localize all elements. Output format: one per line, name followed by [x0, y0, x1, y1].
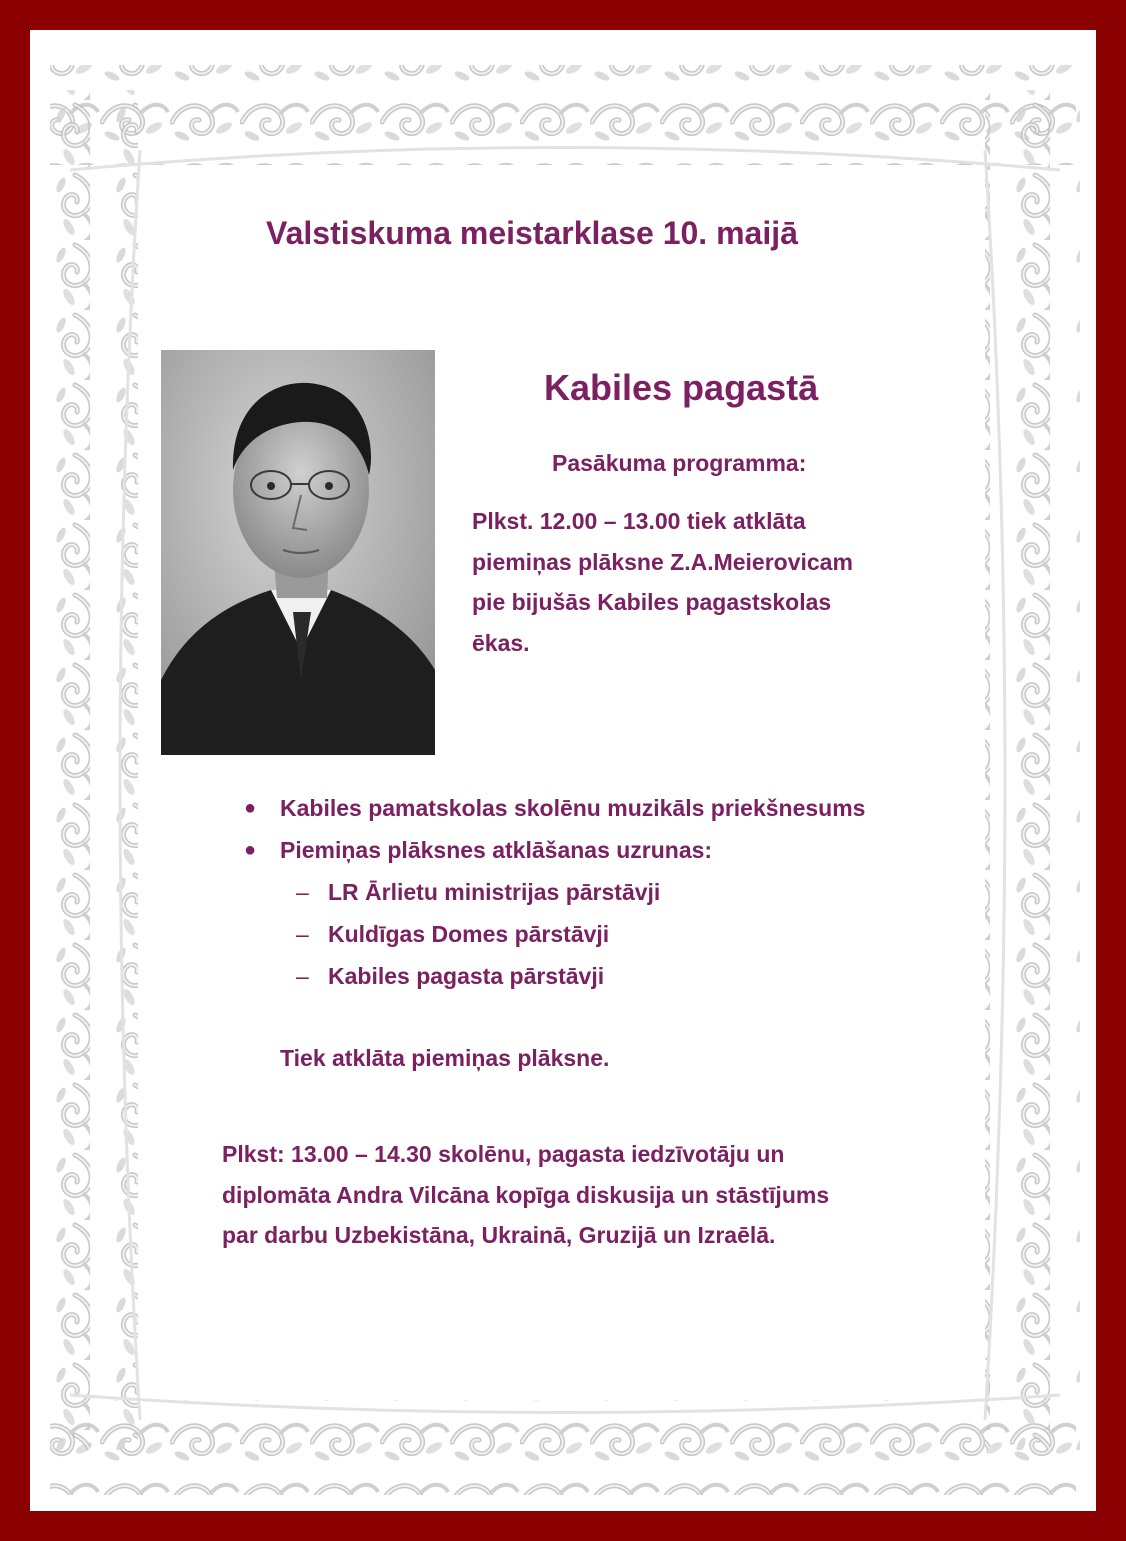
paragraph-line: ēkas. — [472, 629, 530, 656]
list-item — [244, 829, 865, 871]
list-item-label: Kabiles pamatskolas skolēnu muzikāls priekšnesums — [280, 794, 866, 821]
bullet-icon: ● — [244, 838, 257, 861]
speaker-label: Kuldīgas Domes pārstāvji — [328, 920, 610, 947]
location-heading: Kabiles pagastā — [544, 367, 819, 408]
paragraph-line: pie bijušās Kabiles pagastskolas — [472, 589, 832, 615]
bullet-icon: ● — [244, 796, 257, 819]
poster-sheet — [30, 30, 1096, 1511]
dash-icon: – — [296, 962, 309, 989]
program-item-discussion — [222, 1134, 829, 1256]
portrait-photo-icon — [161, 350, 435, 755]
paragraph-line: Plkst: 13.00 – 14.30 skolēnu, pagasta iedzīvotāju un — [222, 1141, 785, 1167]
portrait-photo — [161, 350, 435, 755]
list-item-label: Piemiņas plāksnes atklāšanas uzrunas: — [280, 836, 713, 863]
closing-note: Tiek atklāta piemiņas plāksne. — [280, 1045, 610, 1071]
program-heading: Pasākuma programma: — [552, 450, 807, 476]
speaker-item — [244, 955, 865, 997]
paragraph-line: piemiņas plāksne Z.A.Meierovicam — [472, 548, 853, 575]
program-item-unveiling — [472, 501, 853, 663]
paragraph-line: Plkst. 12.00 – 13.00 tiek atklāta — [472, 508, 806, 534]
list-item — [244, 787, 865, 829]
paragraph-line: diplomāta Andra Vilcāna kopīga diskusija un stāstījums — [222, 1181, 830, 1208]
speaker-item — [244, 913, 865, 955]
program-list — [244, 787, 865, 997]
ornamental-border-icon — [30, 30, 1096, 1511]
poster-title: Valstiskuma meistarklase 10. maijā — [266, 215, 798, 251]
speaker-label: Kabiles pagasta pārstāvji — [328, 962, 605, 989]
speaker-item — [244, 871, 865, 913]
dash-icon: – — [296, 878, 309, 905]
paragraph-line: par darbu Uzbekistāna, Ukrainā, Gruzijā un Izraēlā. — [222, 1222, 776, 1248]
speaker-label: LR Ārlietu ministrijas pārstāvji — [328, 878, 661, 905]
dash-icon: – — [296, 920, 309, 947]
